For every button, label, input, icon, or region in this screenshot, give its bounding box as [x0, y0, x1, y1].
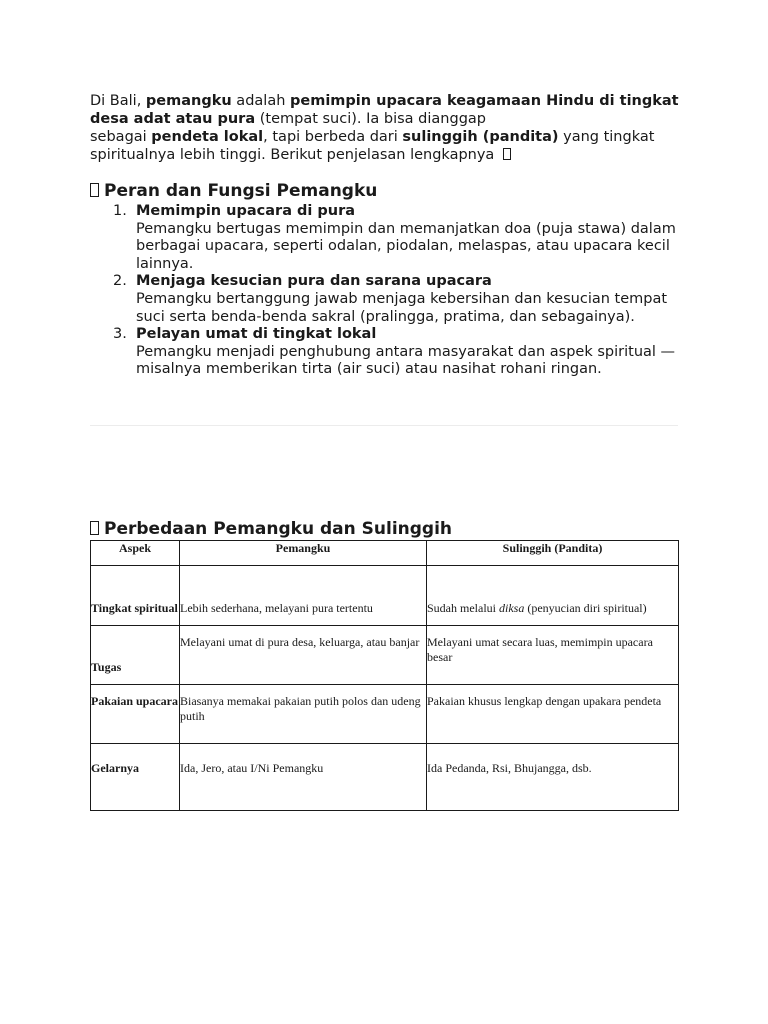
table-cell-aspect: Pakaian upacara — [91, 684, 180, 743]
list-item-title: Pelayan umat di tingkat lokal — [136, 326, 377, 343]
list-item-number: 1. — [113, 203, 127, 219]
document-content — [90, 92, 680, 811]
roles-list — [90, 203, 680, 379]
section-divider — [90, 425, 678, 426]
intro-bold-sulinggih: sulinggih (pandita) — [402, 129, 559, 145]
intro-bold-pemangku: pemangku — [145, 93, 232, 109]
table-cell-sulinggih: Pakaian khusus lengkap dengan upakara pendeta — [427, 684, 679, 743]
table-cell-sulinggih: Melayani umat secara luas, memimpin upacara besar — [427, 625, 679, 684]
intro-paragraph — [90, 92, 680, 164]
table-cell-aspect: Gelarnya — [91, 743, 180, 810]
emoji-placeholder-icon — [90, 183, 99, 197]
emoji-placeholder-icon — [90, 521, 99, 535]
column-header-aspek: Aspek — [91, 540, 180, 565]
pointing-down-icon — [503, 148, 511, 160]
comparison-table — [90, 540, 679, 811]
column-header-pemangku: Pemangku — [180, 540, 427, 565]
list-item-number: 3. — [113, 326, 127, 343]
list-item-number: 2. — [113, 273, 127, 290]
table-cell-sulinggih — [427, 565, 679, 625]
table-row — [91, 565, 679, 625]
table-cell-aspect: Tugas — [91, 625, 180, 684]
list-item-description: Pemangku bertugas memimpin dan memanjatkan doa (puja stawa) dalam berbagai upacara, seperti odalan, piodalan, melaspas, atau upacara kecil lainnya. — [136, 220, 676, 272]
table-cell-pemangku: Ida, Jero, atau I/Ni Pemangku — [180, 743, 427, 810]
table-row — [91, 743, 679, 810]
table-cell-sulinggih: Ida Pedanda, Rsi, Bhujangga, dsb. — [427, 743, 679, 810]
list-item — [90, 326, 680, 379]
column-header-sulinggih: Sulinggih (Pandita) — [427, 540, 679, 565]
intro-bold-pendeta-lokal: pendeta lokal — [151, 129, 264, 145]
comparison-heading — [90, 518, 680, 540]
table-cell-pemangku: Lebih sederhana, melayani pura tertentu — [180, 565, 427, 625]
comparison-heading-text: Perbedaan Pemangku dan Sulinggih — [104, 518, 453, 539]
roles-heading — [90, 180, 680, 202]
table-row — [91, 625, 679, 684]
cell-emphasis: diksa — [499, 600, 525, 615]
list-item — [90, 203, 680, 273]
intro-bold-definition: pemimpin upacara keagamaan Hindu di tingkat desa adat atau pura — [90, 93, 679, 127]
list-item — [90, 273, 680, 326]
list-item-description: Pemangku bertanggung jawab menjaga kebersihan dan kesucian tempat suci serta benda-benda sakral (pralingga, pratima, dan sebagainya). — [136, 290, 668, 325]
intro-text: yang tingkat spiritualnya lebih tinggi. Berikut penjelasan lengkapnya — [90, 129, 655, 163]
cell-text: Sudah melalui — [427, 600, 499, 615]
list-item-title: Menjaga kesucian pura dan sarana upacara — [136, 273, 492, 290]
intro-text: sebagai — [90, 129, 152, 145]
intro-text: adalah — [231, 93, 291, 109]
table-row — [91, 684, 679, 743]
table-cell-pemangku: Biasanya memakai pakaian putih polos dan udeng putih — [180, 684, 427, 743]
intro-text: (tempat suci). Ia bisa dianggap — [255, 111, 486, 127]
cell-text: (penyucian diri spiritual) — [524, 600, 647, 615]
intro-text: Di Bali, — [90, 93, 146, 109]
table-cell-aspect: Tingkat spiritual — [91, 565, 180, 625]
table-header-row — [91, 540, 679, 565]
list-item-title: Memimpin upacara di pura — [136, 203, 356, 219]
roles-heading-text: Peran dan Fungsi Pemangku — [104, 181, 378, 201]
list-item-description: Pemangku menjadi penghubung antara masyarakat dan aspek spiritual — misalnya memberikan tirta (air suci) atau nasihat rohani ringan. — [136, 343, 676, 378]
intro-text: , tapi berbeda dari — [263, 129, 403, 145]
table-cell-pemangku: Melayani umat di pura desa, keluarga, atau banjar — [180, 625, 427, 684]
